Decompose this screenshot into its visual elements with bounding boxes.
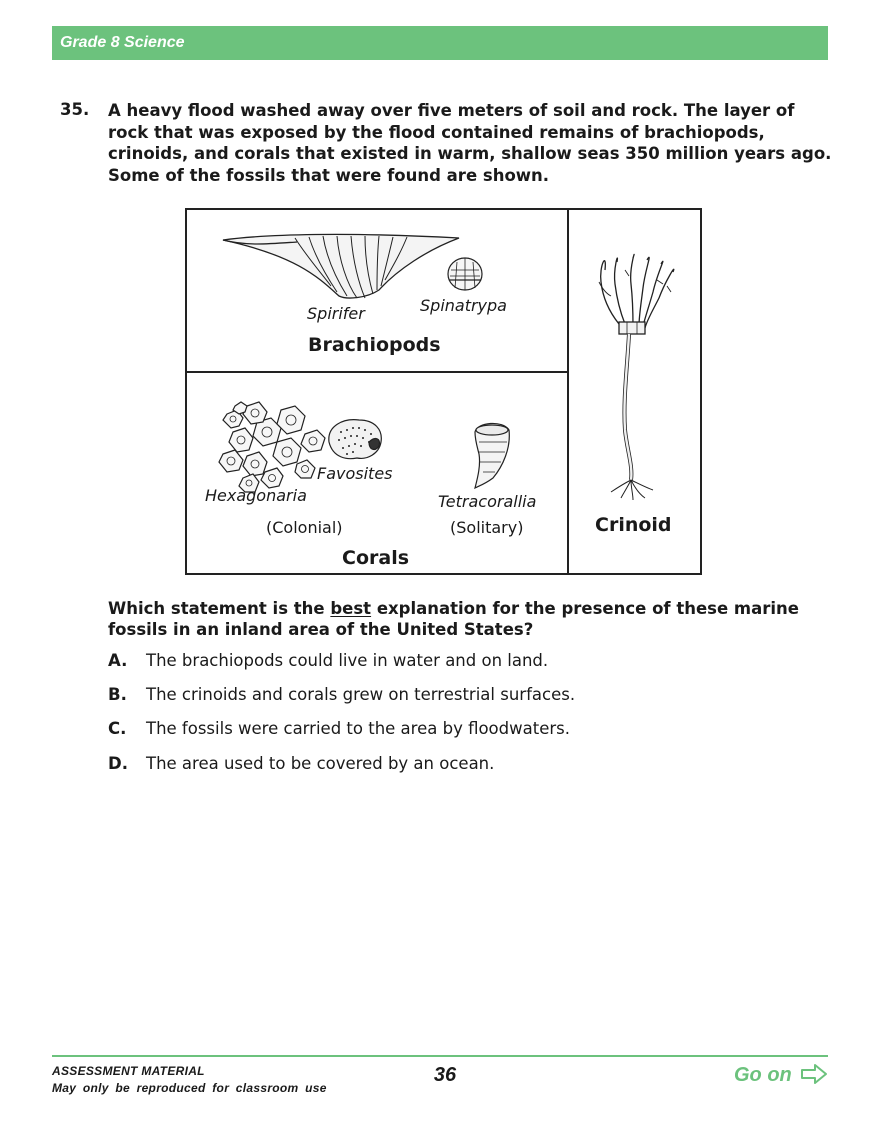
question-number: 35. xyxy=(60,100,90,119)
favosites-fossil-drawing xyxy=(329,420,381,459)
choice-text: The area used to be covered by an ocean. xyxy=(146,754,495,773)
spinatrypa-fossil-drawing xyxy=(448,258,482,290)
choice-d[interactable] xyxy=(108,754,494,773)
question-stem: A heavy flood washed away over five meters of soil and rock. The layer of rock that was exposed by the flood contained remains of brachiopods, crinoids, and corals that existed in warm, shallow seas 350 million years ago. Some of the fossils that were found are shown. xyxy=(108,101,832,185)
emphasis-best: best xyxy=(330,599,372,618)
crinoid-fossil-drawing xyxy=(599,254,674,500)
spirifer-fossil-drawing xyxy=(223,234,459,298)
tetracorallia-label: Tetracorallia xyxy=(438,492,537,511)
go-on-label: Go on xyxy=(734,1064,792,1086)
choice-text: The brachiopods could live in water and on land. xyxy=(146,651,549,670)
crinoid-heading: Crinoid xyxy=(595,514,672,536)
fossil-figure xyxy=(185,208,702,575)
subject-label: Grade 8 Science xyxy=(60,34,185,51)
choice-letter: C. xyxy=(108,719,127,738)
choice-letter: B. xyxy=(108,685,127,704)
corals-heading: Corals xyxy=(342,547,410,569)
choice-text: The fossils were carried to the area by floodwaters. xyxy=(146,719,570,738)
tetracorallia-fossil-drawing xyxy=(475,423,509,488)
favosites-label: Favosites xyxy=(317,464,393,483)
spirifer-label: Spirifer xyxy=(307,304,365,323)
footer-rule xyxy=(52,1055,828,1057)
question-prompt: Which statement is the best explanation for the presence of these marine fossils in an inland area of the United States? xyxy=(108,599,799,639)
choice-a[interactable] xyxy=(108,651,548,670)
solitary-label: (Solitary) xyxy=(450,518,524,537)
choice-letter: A. xyxy=(108,651,128,670)
page-number: 36 xyxy=(433,1064,457,1086)
choice-c[interactable] xyxy=(108,719,570,738)
choice-b[interactable] xyxy=(108,685,575,704)
right-arrow-icon xyxy=(800,1063,828,1085)
spinatrypa-label: Spinatrypa xyxy=(420,296,507,315)
footer-usage-note: May only be reproduced for classroom use xyxy=(52,1081,327,1095)
hexagonaria-fossil-drawing xyxy=(219,402,325,492)
hexagonaria-label: Hexagonaria xyxy=(205,486,307,505)
footer-assessment-label: ASSESSMENT MATERIAL xyxy=(52,1064,205,1078)
choice-letter: D. xyxy=(108,754,128,773)
choice-text: The crinoids and corals grew on terrestrial surfaces. xyxy=(146,685,576,704)
subject-banner xyxy=(52,26,828,60)
brachiopods-heading: Brachiopods xyxy=(308,334,441,356)
colonial-label: (Colonial) xyxy=(266,518,343,537)
